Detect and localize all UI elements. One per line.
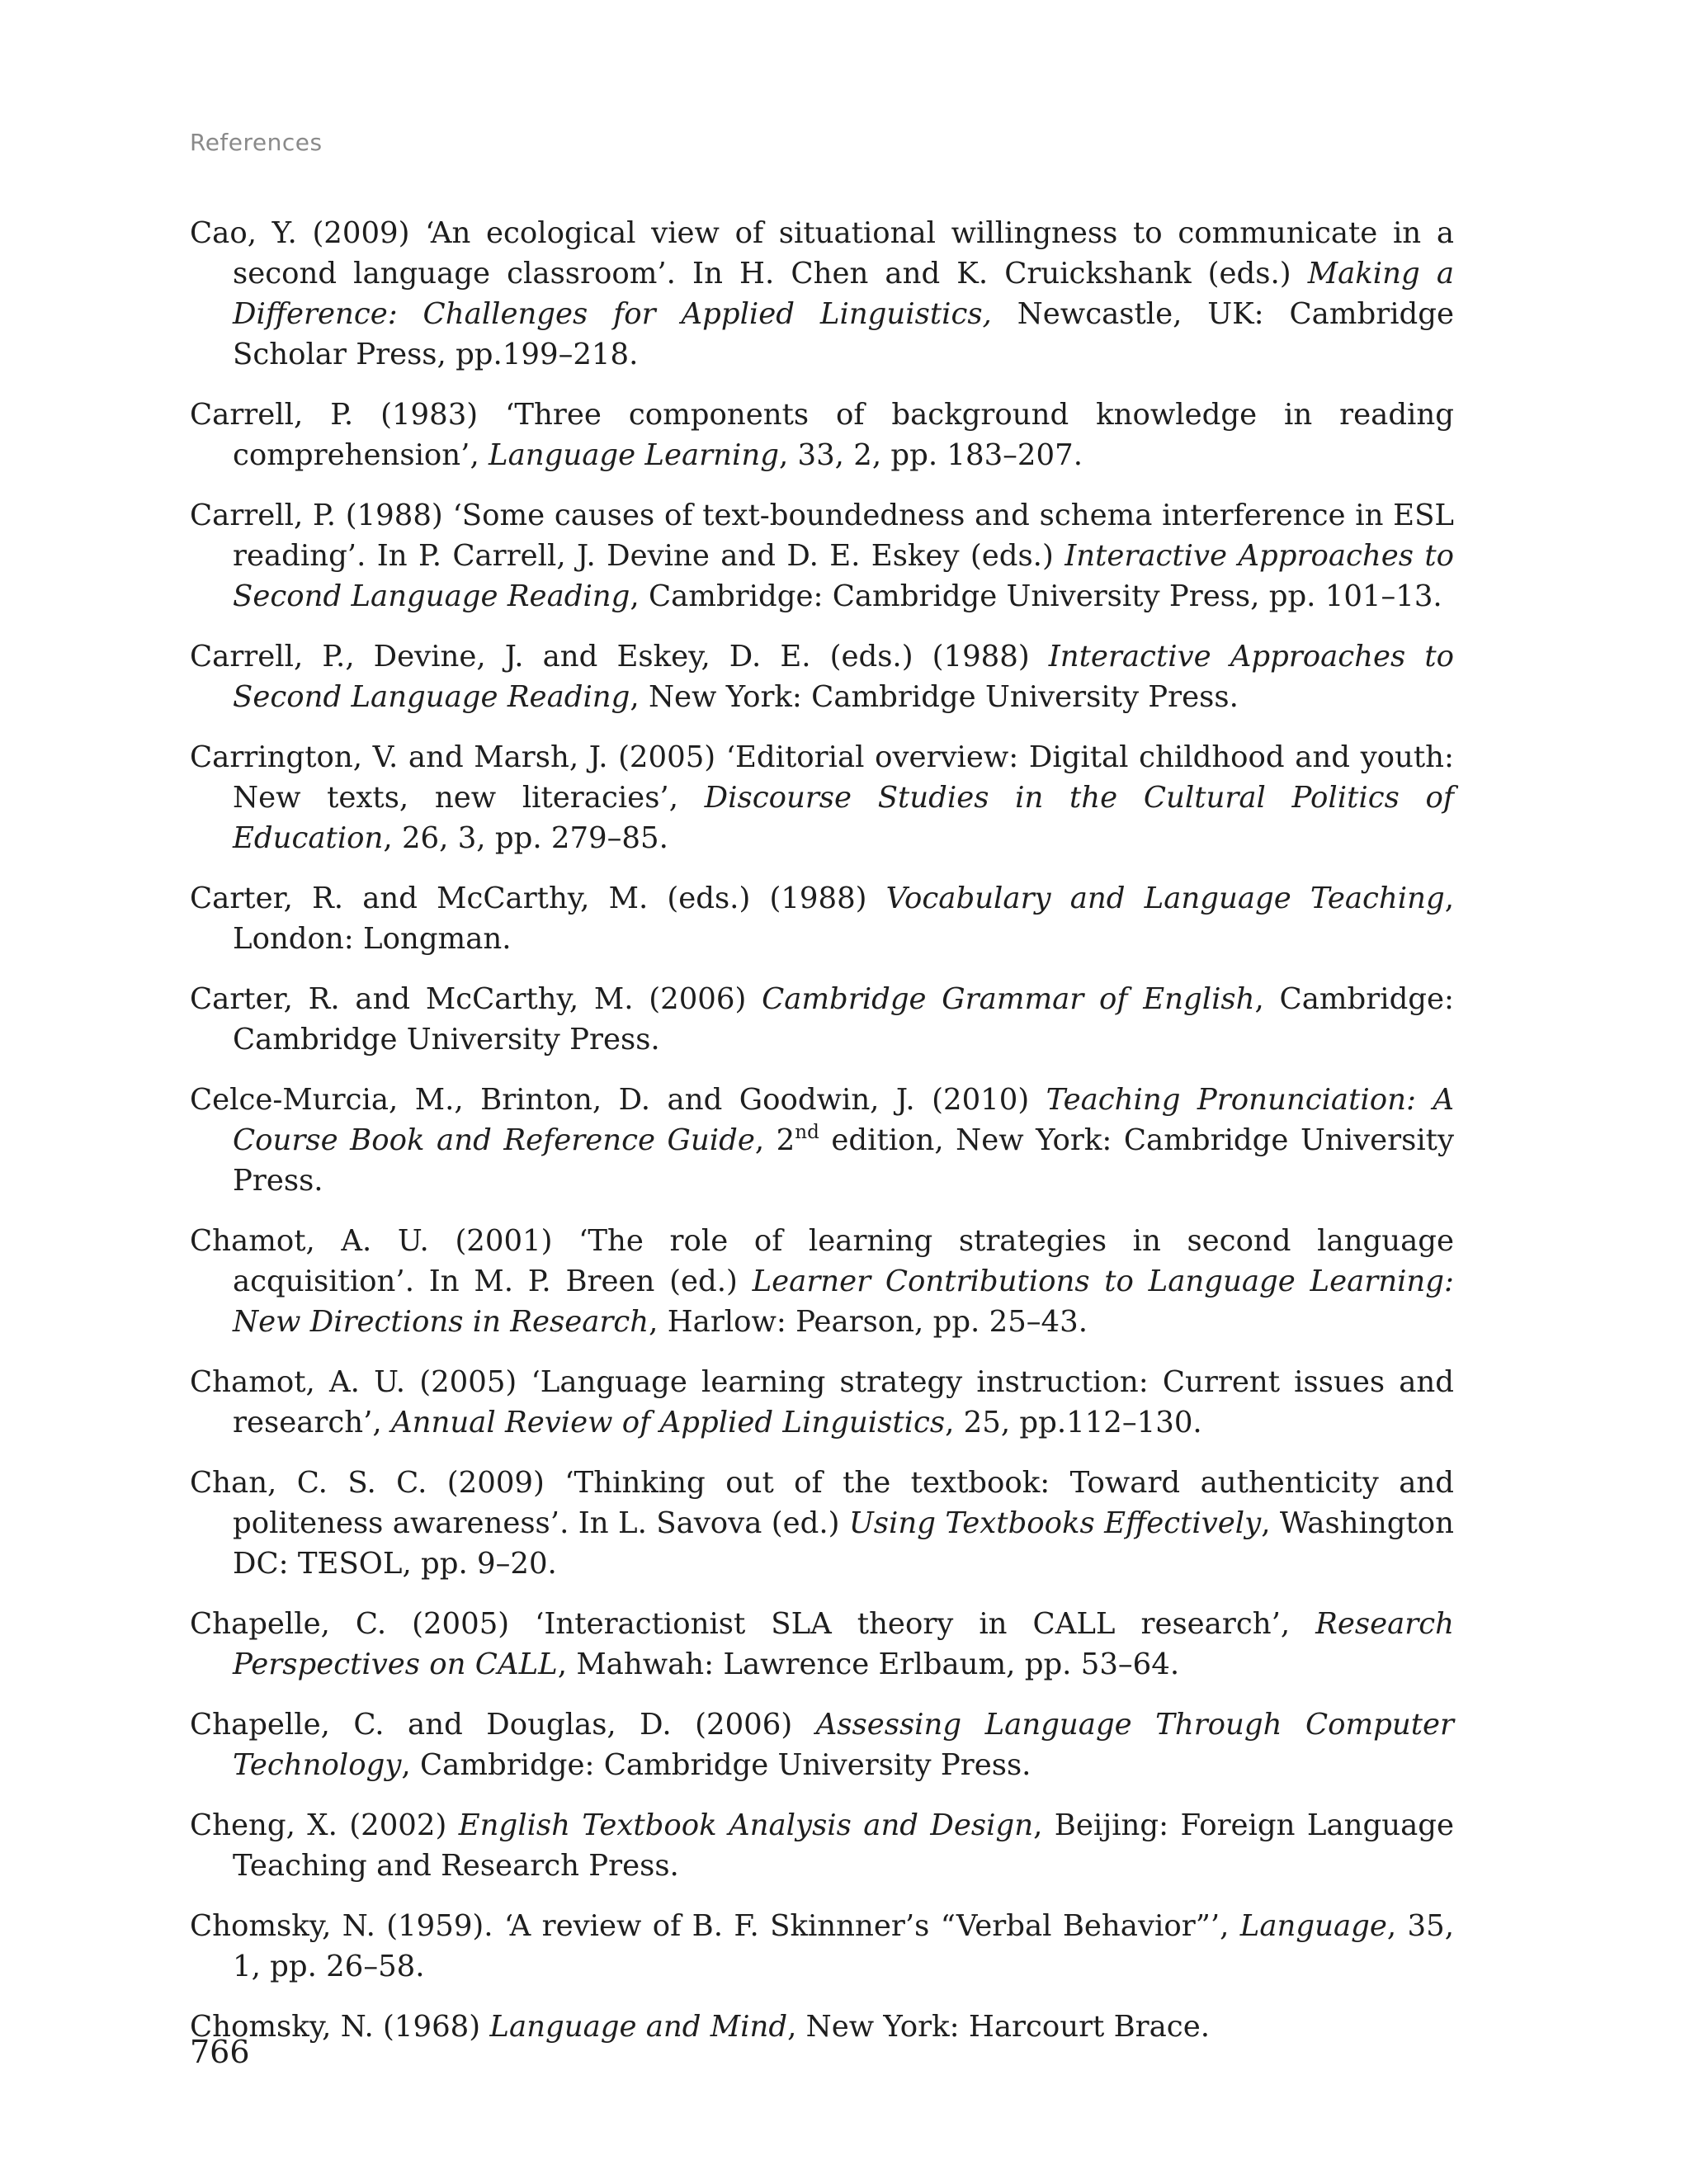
reference-entry (190, 1805, 1454, 1886)
reference-text: Chapelle, C. (2005) ‘Interactionist SLA theory in CALL research’, (190, 1607, 1316, 1641)
reference-text: , New York: Harcourt Brace. (787, 2010, 1210, 2044)
reference-text: , 2 (754, 1123, 795, 1157)
reference-title: Using Textbooks Effectively (848, 1506, 1262, 1540)
reference-text: Celce-Murcia, M., Brinton, D. and Goodwin, J. (2010) (190, 1083, 1046, 1117)
reference-title: Research Perspectives on CALL (233, 1607, 1454, 1681)
reference-text: , 35, 1, pp. 26–58. (233, 1909, 1454, 1983)
reference-text: Chan, C. S. C. (2009) ‘Thinking out of the textbook: Toward authenticity and politeness awareness’. In L. Savova (ed.) (190, 1466, 1454, 1540)
reference-text: , 26, 3, pp. 279–85. (383, 821, 668, 855)
reference-list (190, 213, 1454, 2067)
reference-entry (190, 1704, 1454, 1785)
reference-title: English Textbook Analysis and Design (458, 1808, 1034, 1842)
reference-text: , Washington DC: TESOL, pp. 9–20. (233, 1506, 1454, 1581)
reference-entry (190, 1080, 1454, 1201)
reference-title: Language (1239, 1909, 1387, 1943)
running-head: References (190, 129, 323, 156)
reference-entry (190, 1362, 1454, 1443)
reference-text: , Cambridge: Cambridge University Press. (401, 1748, 1031, 1782)
reference-text: , Beijing: Foreign Language Teaching and Research Press. (233, 1808, 1454, 1883)
ordinal-superscript: nd (795, 1122, 819, 1143)
reference-title: Teaching Pronunciation: A Course Book and Reference Guide (233, 1083, 1455, 1157)
reference-text: Newcastle, UK: Cambridge Scholar Press, pp.199–218. (233, 297, 1455, 371)
reference-entry (190, 878, 1454, 959)
reference-title: Language Learning (489, 438, 779, 472)
reference-title: Annual Review of Applied Linguistics (390, 1406, 946, 1439)
reference-title: Making a Difference: Challenges for Applied Linguistics, (233, 257, 1454, 331)
reference-text: , 25, pp.112–130. (945, 1406, 1202, 1439)
reference-text: , Mahwah: Lawrence Erlbaum, pp. 53–64. (557, 1647, 1180, 1681)
reference-entry (190, 1906, 1454, 1987)
reference-title: Cambridge Grammar of English (762, 982, 1255, 1016)
reference-entry (190, 395, 1454, 475)
reference-text: Chamot, A. U. (2001) ‘The role of learning strategies in second language acquisition’. In M. P. Breen (ed.) (190, 1224, 1454, 1298)
reference-entry (190, 636, 1454, 717)
reference-title: Interactive Approaches to Second Language Reading (233, 640, 1454, 714)
reference-title: Assessing Language Through Computer Technology (233, 1708, 1454, 1782)
reference-text: , Cambridge: Cambridge University Press, pp. 101–13. (630, 579, 1442, 613)
reference-entry (190, 495, 1454, 617)
reference-title: Discourse Studies in the Cultural Politics of Education (233, 781, 1454, 855)
reference-text: Carter, R. and McCarthy, M. (2006) (190, 982, 762, 1016)
reference-title: Learner Contributions to Language Learning: New Directions in Research (233, 1265, 1454, 1339)
reference-entry (190, 213, 1454, 375)
reference-text: Cheng, X. (2002) (190, 1808, 459, 1842)
reference-text: , 33, 2, pp. 183–207. (778, 438, 1083, 472)
reference-entry (190, 1463, 1454, 1584)
reference-text: Chapelle, C. and Douglas, D. (2006) (190, 1708, 816, 1742)
page-number: 766 (190, 2034, 250, 2070)
reference-text: Chamot, A. U. (2005) ‘Language learning strategy instruction: Current issues and research’, (190, 1365, 1454, 1439)
reference-text: Carter, R. and McCarthy, M. (eds.) (1988) (190, 882, 886, 915)
reference-text: Carrell, P., Devine, J. and Eskey, D. E. (eds.) (1988) (190, 640, 1049, 674)
reference-text: Cao, Y. (2009) ‘An ecological view of situational willingness to communicate in a second language classroom’. In H. Chen and K. Cruickshank (eds.) (190, 216, 1454, 291)
reference-text: Carrell, P. (1988) ‘Some causes of text-boundedness and schema interference in ESL reading’. In P. Carrell, J. Devine and D. E. Eskey (eds.) (190, 499, 1454, 573)
reference-text: , London: Longman. (233, 882, 1454, 956)
reference-text: Chomsky, N. (1959). ‘A review of B. F. Skinnner’s “Verbal Behavior”’, (190, 1909, 1240, 1943)
reference-entry (190, 1221, 1454, 1342)
reference-text: , Cambridge: Cambridge University Press. (233, 982, 1454, 1057)
reference-text: Chomsky, N. (1968) (190, 2010, 490, 2044)
reference-entry (190, 2007, 1454, 2047)
reference-title: Interactive Approaches to Second Language Reading (233, 539, 1454, 613)
reference-text: edition, New York: Cambridge University Press. (233, 1123, 1455, 1198)
reference-text: Carrell, P. (1983) ‘Three components of background knowledge in reading comprehension’, (190, 398, 1454, 472)
reference-text: Carrington, V. and Marsh, J. (2005) ‘Editorial overview: Digital childhood and youth: New texts, new literacies’, (190, 740, 1454, 815)
reference-text: , New York: Cambridge University Press. (630, 680, 1239, 714)
reference-title: Vocabulary and Language Teaching (885, 882, 1445, 915)
reference-entry (190, 979, 1454, 1060)
reference-entry (190, 1604, 1454, 1685)
reference-text: , Harlow: Pearson, pp. 25–43. (649, 1305, 1088, 1339)
reference-entry (190, 737, 1454, 858)
reference-title: Language and Mind (489, 2010, 788, 2044)
